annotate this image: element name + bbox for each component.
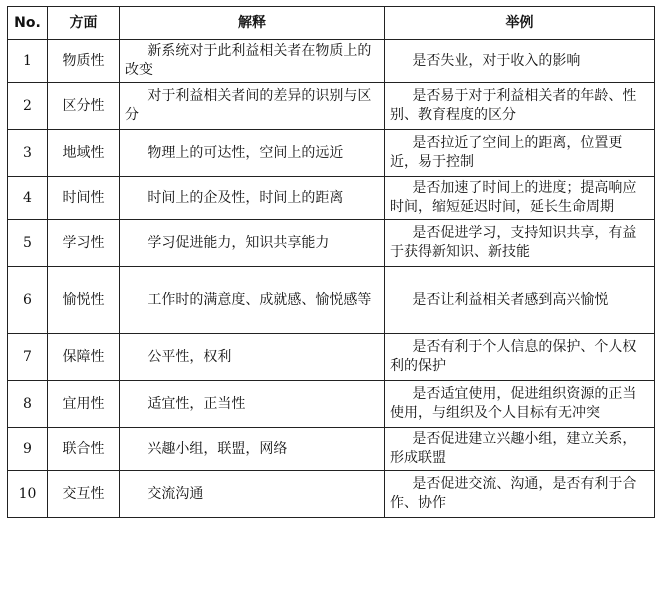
row-example: 是否有利于个人信息的保护、个人权利的保护 — [385, 334, 655, 381]
row-example: 是否易于对于利益相关者的年龄、性别、教育程度的区分 — [385, 83, 655, 130]
row-example: 是否失业，对于收入的影响 — [385, 40, 655, 83]
row-explanation: 物理上的可达性，空间上的远近 — [120, 130, 385, 177]
row-aspect: 愉悦性 — [48, 267, 120, 334]
row-aspect: 宜用性 — [48, 381, 120, 428]
row-explanation: 时间上的企及性，时间上的距离 — [120, 177, 385, 220]
row-aspect: 物质性 — [48, 40, 120, 83]
row-explanation: 工作时的满意度、成就感、愉悦感等 — [120, 267, 385, 334]
table-container — [7, 6, 655, 518]
row-aspect: 地域性 — [48, 130, 120, 177]
table-row — [8, 220, 655, 267]
header-no: No. — [8, 7, 48, 40]
row-aspect: 学习性 — [48, 220, 120, 267]
row-aspect: 保障性 — [48, 334, 120, 381]
row-aspect: 交互性 — [48, 471, 120, 518]
row-number: 5 — [8, 220, 48, 267]
row-example: 是否促进交流、沟通，是否有利于合作、协作 — [385, 471, 655, 518]
header-aspect: 方面 — [48, 7, 120, 40]
row-number: 4 — [8, 177, 48, 220]
row-explanation: 新系统对于此利益相关者在物质上的改变 — [120, 40, 385, 83]
row-explanation: 对于利益相关者间的差异的识别与区分 — [120, 83, 385, 130]
table-row — [8, 381, 655, 428]
row-number: 3 — [8, 130, 48, 177]
table-row — [8, 177, 655, 220]
table-row — [8, 130, 655, 177]
row-aspect: 联合性 — [48, 428, 120, 471]
row-explanation: 公平性，权利 — [120, 334, 385, 381]
row-aspect: 区分性 — [48, 83, 120, 130]
row-aspect: 时间性 — [48, 177, 120, 220]
table-row — [8, 267, 655, 334]
row-example: 是否让利益相关者感到高兴愉悦 — [385, 267, 655, 334]
row-example: 是否适宜使用，促进组织资源的正当使用，与组织及个人目标有无冲突 — [385, 381, 655, 428]
row-example: 是否促进学习，支持知识共享，有益于获得新知识、新技能 — [385, 220, 655, 267]
table-row — [8, 83, 655, 130]
row-number: 8 — [8, 381, 48, 428]
row-explanation: 交流沟通 — [120, 471, 385, 518]
row-example: 是否促进建立兴趣小组，建立关系，形成联盟 — [385, 428, 655, 471]
row-number: 7 — [8, 334, 48, 381]
row-number: 9 — [8, 428, 48, 471]
stakeholder-aspects-table — [7, 6, 655, 518]
header-explanation: 解释 — [120, 7, 385, 40]
row-number: 10 — [8, 471, 48, 518]
row-number: 6 — [8, 267, 48, 334]
row-example: 是否加速了时间上的进度；提高响应时间，缩短延迟时间，延长生命周期 — [385, 177, 655, 220]
row-number: 1 — [8, 40, 48, 83]
table-row — [8, 334, 655, 381]
header-example: 举例 — [385, 7, 655, 40]
table-row — [8, 471, 655, 518]
table-row — [8, 428, 655, 471]
row-example: 是否拉近了空间上的距离，位置更近，易于控制 — [385, 130, 655, 177]
header-row — [8, 7, 655, 40]
row-explanation: 适宜性，正当性 — [120, 381, 385, 428]
row-explanation: 兴趣小组，联盟，网络 — [120, 428, 385, 471]
row-number: 2 — [8, 83, 48, 130]
row-explanation: 学习促进能力，知识共享能力 — [120, 220, 385, 267]
table-row — [8, 40, 655, 83]
